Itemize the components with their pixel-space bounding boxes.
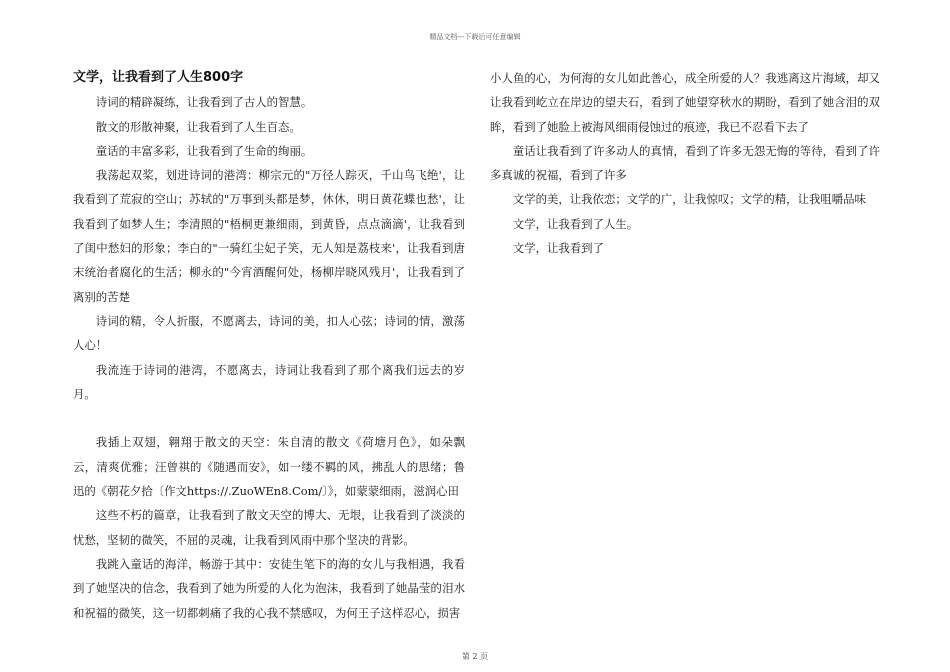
right-column (490, 66, 880, 260)
paragraph: 小人鱼的心，为何海的女儿如此善心，成全所爱的人？我逃离这片海域，却又让我看到屹立在岸边的望夫石，看到了她望穿秋水的期盼，看到了她含泪的双眸，看到了她脸上被海风细雨侵蚀过的痕迹，我已不忍看下去了 (490, 71, 880, 134)
paragraph: 文学，让我看到了人生。 (512, 216, 639, 231)
paragraph: 我流连于诗词的港湾，不愿离去，诗词让我看到了那个离我们远去的岁月。 (73, 362, 465, 401)
article-title: 文学，让我看到了人生800字 (73, 70, 244, 85)
paragraph-spacer (73, 406, 465, 430)
left-column (73, 66, 465, 625)
paragraph: 我跳入童话的海洋，畅游于其中：安徒生笔下的海的女儿与我相遇，我看到了她坚决的信念，我看到了她为所爱的人化为泡沫，我看到了她晶莹的泪水和祝福的微笑，这一切都刺痛了我的心我不禁感叹，为何王子这样忍心，损害 (73, 556, 465, 620)
page-number: 第 2 页 (461, 652, 489, 661)
paragraph: 文学的美，让我依恋；文学的广，让我惊叹；文学的精，让我咀嚼品味 (512, 192, 866, 207)
paragraph: 诗词的精辟凝练，让我看到了古人的智慧。 (95, 95, 313, 110)
paragraph: 这些不朽的篇章，让我看到了散文天空的博大、无垠，让我看到了淡淡的忧愁，坚韧的微笑，不屈的灵魂，让我看到风雨中那个坚决的背影。 (73, 508, 465, 547)
paragraph: 文学，让我看到了 (512, 241, 604, 256)
paragraph: 散文的形散神聚，让我看到了人生百态。 (95, 119, 301, 134)
paragraph: 童话让我看到了许多动人的真情，看到了许多无怨无悔的等待，看到了许多真诚的祝福，看到了许多 (490, 143, 880, 183)
paragraph: 我荡起双桨，划进诗词的港湾：柳宗元的"万径人踪灭，千山鸟飞绝'，让我看到了荒寂的空山；苏轼的"万事到头都是梦，休休，明日黄花蝶也愁'，让我看到了如梦人生；李清照的"梧桐更兼细雨，到黄昏，点点滴滴'，让我看到了闺中愁妇的形象；李白的"一骑红尘妃子笑，无人知是荔枝来'，让我看到唐末统治者腐化的生活；柳永的"今宵酒醒何处，杨柳岸晓风残月'，让我看到了离别的苦楚 (73, 168, 465, 304)
paragraph: 童话的丰富多彩，让我看到了生命的绚丽。 (95, 143, 313, 158)
page-header: 精品文档---下载后可任意编辑 (429, 33, 521, 41)
paragraph: 我插上双翅，翱翔于散文的天空：朱自清的散文《荷塘月色》，如朵飘云，清爽优雅；汪曾祺的《随遇而安》，如一缕不羁的风，拂乱人的思绪；鲁迅的《朝花夕拾〔作文https://.ZuoWEn8.Com/〕》，如蒙蒙细雨，滋润心田 (73, 435, 465, 499)
paragraph: 诗词的精，令人折服，不愿离去，诗词的美，扣人心弦；诗词的情，激荡人心！ (73, 313, 465, 353)
